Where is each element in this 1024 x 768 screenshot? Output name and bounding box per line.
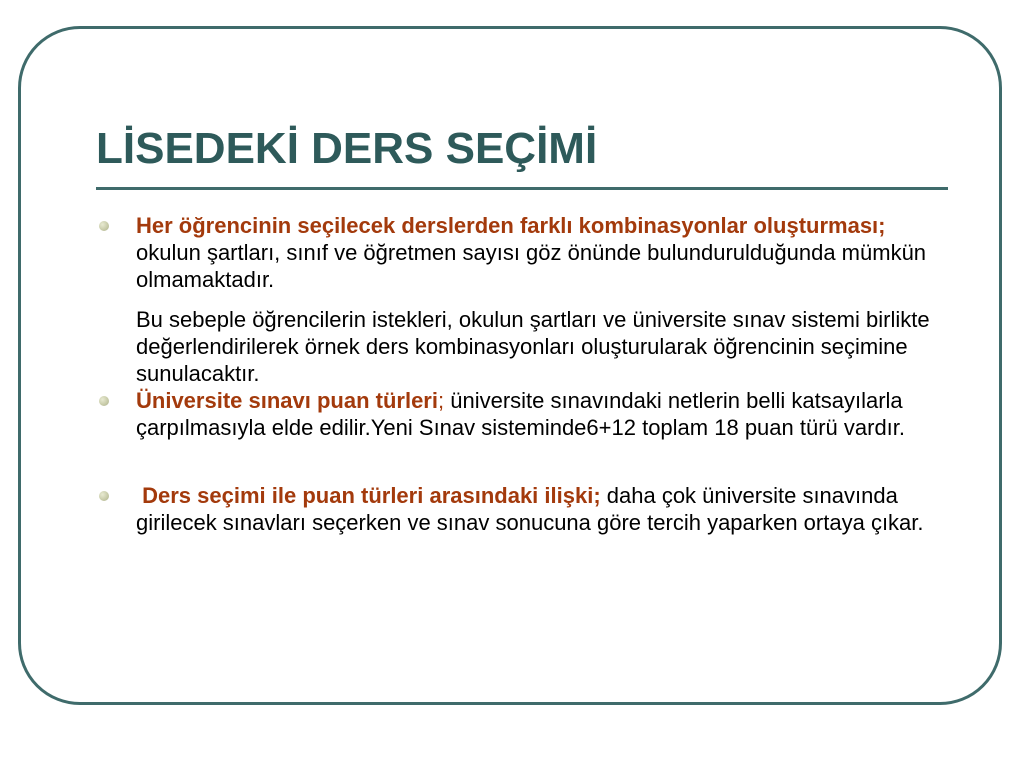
- bullet-item-2: [96, 387, 946, 441]
- spacer: [96, 293, 946, 306]
- bullet-item-3: [96, 482, 946, 536]
- bullet-2-highlight: Üniversite sınavı puan türleri: [136, 388, 438, 413]
- slide-title: LİSEDEKİ DERS SEÇİMİ: [96, 124, 598, 173]
- bullet-icon: [99, 396, 109, 406]
- bullet-1-paragraph: Bu sebeple öğrencilerin istekleri, okulun şartları ve üniversite sınav sistemi birlikte değerlendirilerek örnek ders kombinasyonları oluşturularak öğrencinin seçimine sunulacaktır.: [136, 307, 930, 386]
- bullet-3-text: daha çok üniversite sınavında girilecek sınavları seçerken ve sınav sonucuna göre tercih yaparken ortaya çıkar.: [136, 483, 924, 535]
- bullet-2-punct: ;: [437, 388, 445, 413]
- bullet-3-highlight: Ders seçimi ile puan türleri arasındaki ilişki;: [136, 483, 601, 508]
- spacer: [96, 441, 946, 482]
- title-divider: [96, 187, 948, 190]
- bullet-1-text: okulun şartları, sınıf ve öğretmen sayısı göz önünde bulundurulduğunda mümkün olmamaktadır.: [136, 240, 927, 292]
- bullet-icon: [99, 491, 109, 501]
- bullet-1-highlight: Her öğrencinin seçilecek derslerden farklı kombinasyonlar oluşturması;: [136, 213, 886, 238]
- bullet-icon: [99, 221, 109, 231]
- bullet-item-1: [96, 212, 946, 293]
- bullet-2-text: üniversite sınavındaki netlerin belli katsayılarla çarpılmasıyla elde edilir.Yeni Sınav sisteminde6+12 toplam 18 puan türü vardır.: [136, 388, 906, 440]
- slide-body: [96, 212, 946, 536]
